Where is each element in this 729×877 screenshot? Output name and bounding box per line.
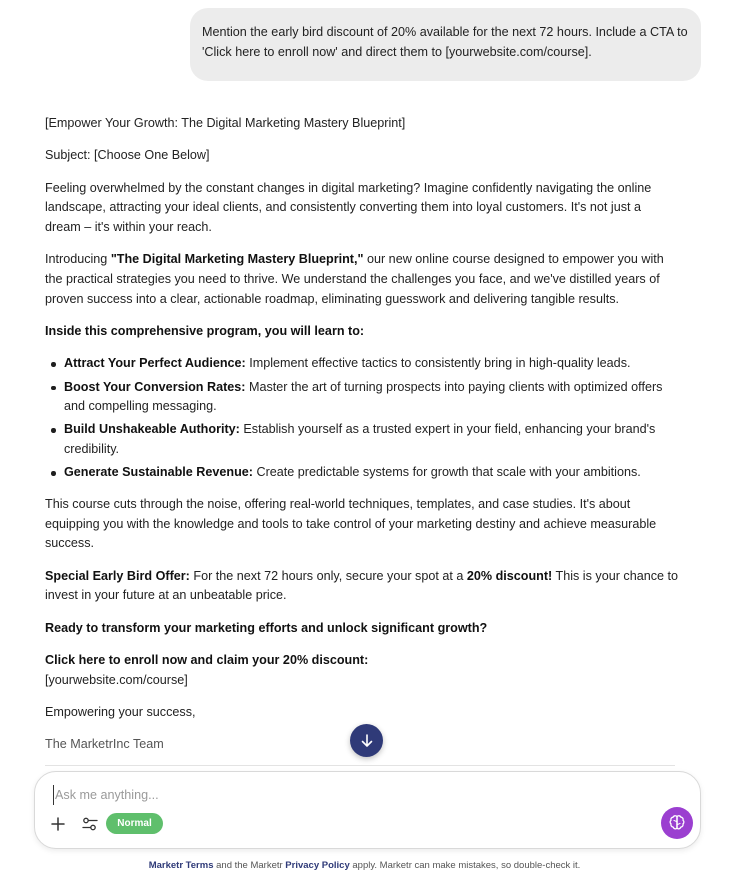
divider bbox=[45, 765, 675, 766]
terms-link[interactable]: Marketr Terms bbox=[148, 860, 214, 871]
bullet-title: Generate Sustainable Revenue: bbox=[64, 465, 253, 480]
bullet-text: Implement effective tactics to consistently bring in high-quality leads. bbox=[245, 356, 631, 371]
plus-icon bbox=[51, 817, 65, 831]
cta-url: [yourwebsite.com/course] bbox=[45, 672, 188, 687]
bullet-title: Attract Your Perfect Audience: bbox=[64, 356, 246, 371]
settings-button[interactable] bbox=[80, 814, 100, 834]
offer-text-2: This is your chance to invest in your future at an unbeatable price. bbox=[45, 568, 679, 603]
footer-disclaimer bbox=[0, 860, 729, 871]
ready-question: Ready to transform your marketing efforts and unlock significant growth? bbox=[45, 620, 488, 635]
email-intro: Feeling overwhelmed by the constant changes in digital marketing? Imagine confidently navigating the online landscape, attracting your ideal clients, and consistently converting them into loyal customers. It's not just a dream – it's within your reach. bbox=[45, 180, 652, 234]
user-message-text: Mention the early bird discount of 20% available for the next 72 hours. Include a CTA to 'Click here to enroll now' and direct them to [yourwebsite.com/course]. bbox=[202, 25, 688, 59]
signoff: Empowering your success, bbox=[45, 705, 196, 720]
list-item bbox=[45, 354, 680, 374]
list-item bbox=[45, 420, 680, 459]
course-summary: This course cuts through the noise, offering real-world techniques, templates, and case studies. It's about equipping you with the knowledge and tools to take control of your marketing destiny and achieve measurable success. bbox=[45, 497, 657, 551]
user-message-bubble bbox=[190, 8, 701, 81]
arrow-down-icon bbox=[359, 733, 375, 749]
email-header: [Empower Your Growth: The Digital Marketing Mastery Blueprint] bbox=[45, 116, 406, 130]
brain-icon bbox=[667, 813, 687, 833]
offer-label: Special Early Bird Offer: bbox=[45, 568, 190, 583]
mode-toggle[interactable]: Normal bbox=[106, 813, 163, 834]
cta-text: Click here to enroll now and claim your 20% discount: bbox=[45, 653, 369, 668]
bullet-title: Boost Your Conversion Rates: bbox=[64, 379, 246, 394]
course-name: "The Digital Marketing Mastery Blueprint," bbox=[110, 252, 364, 267]
benefits-list bbox=[45, 354, 680, 483]
email-subject: Subject: [Choose One Below] bbox=[45, 148, 210, 163]
bullet-text: Master the art of turning prospects into paying clients with optimized offers and compelling messaging. bbox=[64, 379, 663, 414]
list-item bbox=[45, 463, 680, 483]
scroll-down-button[interactable] bbox=[350, 724, 383, 757]
sliders-icon bbox=[82, 817, 98, 831]
chat-composer bbox=[34, 771, 701, 849]
bullet-text: Create predictable systems for growth that scale with your ambitions. bbox=[252, 465, 641, 480]
team-signature: The MarketrInc Team bbox=[45, 737, 164, 752]
introducing-prefix: Introducing bbox=[45, 252, 111, 267]
brain-button[interactable] bbox=[661, 807, 693, 839]
add-attachment-button[interactable] bbox=[48, 814, 68, 834]
email-introducing bbox=[45, 250, 680, 309]
cta-paragraph bbox=[45, 651, 680, 690]
offer-paragraph bbox=[45, 567, 680, 606]
assistant-message bbox=[45, 114, 680, 768]
offer-text-1: For the next 72 hours only, secure your spot at a bbox=[189, 568, 467, 583]
list-item bbox=[45, 378, 680, 417]
footer-middle-text: and the Marketr bbox=[213, 860, 286, 871]
bullet-title: Build Unshakeable Authority: bbox=[64, 422, 240, 437]
introducing-rest: our new online course designed to empower you with the practical strategies you need to thrive. We understand the challenges you face, and we've distilled years of proven success into a clear, actionable roadmap, eliminating guesswork and delivering tangible results. bbox=[45, 252, 664, 306]
bullet-text: Establish yourself as a trusted expert in your field, enhancing your brand's credibility. bbox=[64, 422, 656, 457]
message-input[interactable] bbox=[53, 785, 653, 805]
program-heading: Inside this comprehensive program, you will learn to: bbox=[45, 324, 365, 338]
offer-discount: 20% discount! bbox=[466, 568, 553, 583]
privacy-policy-link[interactable]: Privacy Policy bbox=[285, 860, 350, 871]
footer-end-text: apply. Marketr can make mistakes, so double-check it. bbox=[349, 860, 581, 871]
